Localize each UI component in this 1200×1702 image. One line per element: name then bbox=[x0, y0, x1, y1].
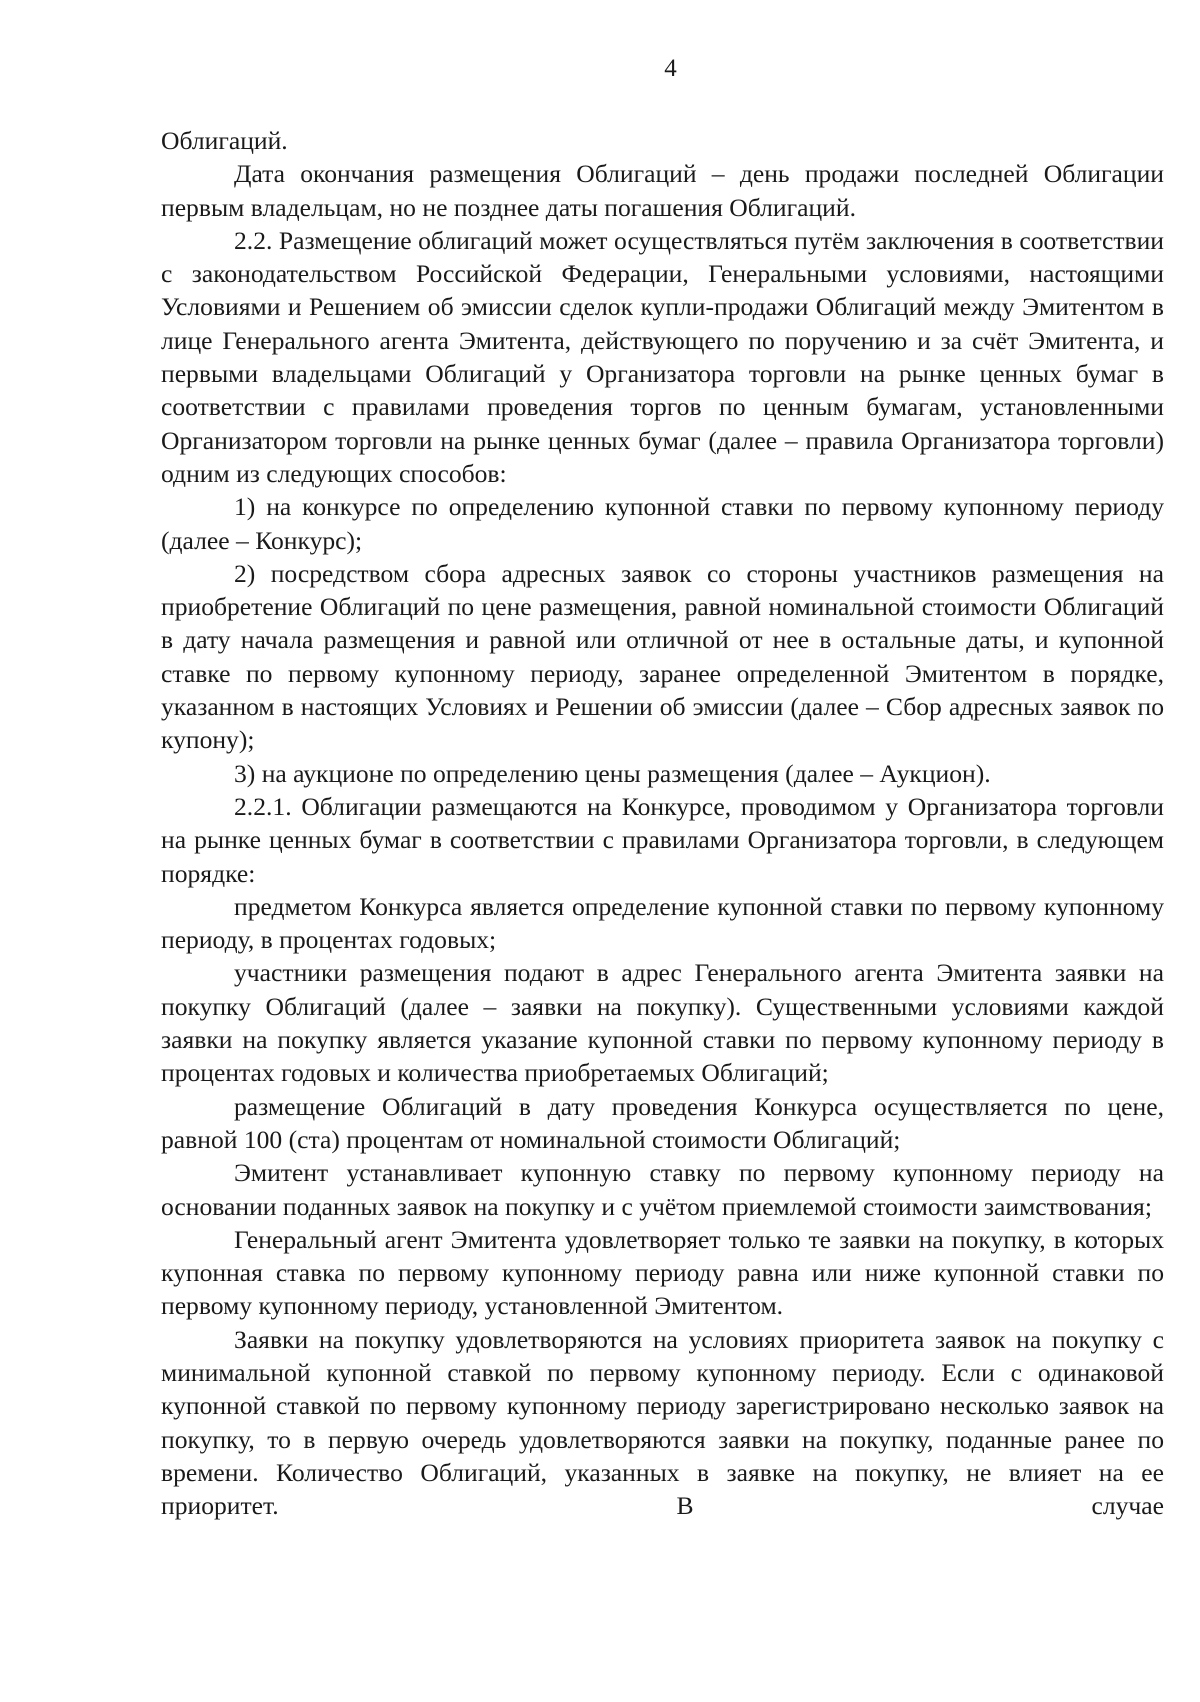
page-number: 4 bbox=[664, 55, 677, 82]
document-body bbox=[161, 124, 1164, 1522]
paragraph-contest-subject: предметом Конкурса является определение купонной ставки по первому купонному периоду, в процентах годовых; bbox=[161, 891, 1164, 955]
paragraph-issuer-sets-rate: Эмитент устанавливает купонную ставку по первому купонному периоду на основании поданных заявок на покупку и с учётом приемлемой стоимости заимствования; bbox=[161, 1158, 1164, 1221]
paragraph-section-2-2: 2.2. Размещение облигаций может осуществляться путём заключения в соответствии с законодательством Российской Федерации, Генеральными условиями, настоящими Условиями и Решением об эмиссии сделок купли-продажи Облигаций между Эмитентом в лице Генерального агента Эмитента, действующего по поручению и за счёт Эмитента, и первыми владельцами Облигаций у Организатора торговли на рынке ценных бумаг в соответствии с правилами проведения торгов по ценным бумагам, установленными Организатором торговли на рынке ценных бумаг (далее – правила Организатора торговли) одним из следующих способов: bbox=[161, 225, 1164, 488]
paragraph-placement-end-date: Дата окончания размещения Облигаций – день продажи последней Облигации первым владельцам, но не позднее даты погашения Облигаций. bbox=[161, 159, 1164, 222]
paragraph-placement-price: размещение Облигаций в дату проведения Конкурса осуществляется по цене, равной 100 (ста) процентам от номинальной стоимости Облигаций; bbox=[161, 1091, 1164, 1154]
paragraph-method-2: 2) посредством сбора адресных заявок со стороны участников размещения на приобретение Облигаций по цене размещения, равной номинальной стоимости Облигаций в дату начала размещения и равной или отличной от нее в остальные даты, и купонной ставке по первому купонному периоду, заранее определенной Эмитентом в порядке, указанном в настоящих Условиях и Решении об эмиссии (далее – Сбор адресных заявок по купону); bbox=[161, 558, 1164, 755]
paragraph-agent-satisfies: Генеральный агент Эмитента удовлетворяет только те заявки на покупку, в которых купонная ставка по первому купонному периоду равна или ниже купонной ставки по первому купонному периоду, установленной Эмитентом. bbox=[161, 1224, 1164, 1321]
paragraph-method-3: 3) на аукционе по определению цены размещения (далее – Аукцион). bbox=[234, 758, 991, 788]
paragraph-order-priority: Заявки на покупку удовлетворяются на условиях приоритета заявок на покупку с минимальной купонной ставкой по первому купонному периоду. Если с одинаковой купонной ставкой по первому купонному периоду зарегистрировано несколько заявок на покупку, то в первую очередь удовлетворяются заявки на покупку, поданные ранее по времени. Количество Облигаций, указанных в заявке на покупку, не влияет на ее приоритет. В случае bbox=[161, 1324, 1164, 1521]
paragraph-participants-orders: участники размещения подают в адрес Генерального агента Эмитента заявки на покупку Облигаций (далее – заявки на покупку). Существенными условиями каждой заявки на покупку является указание купонной ставки по первому купонному периоду в процентах годовых и количества приобретаемых Облигаций; bbox=[161, 958, 1164, 1088]
paragraph-continuation: Облигаций. bbox=[161, 126, 288, 155]
paragraph-method-1: 1) на конкурсе по определению купонной ставки по первому купонному периоду (далее – Конкурс); bbox=[161, 492, 1164, 555]
paragraph-section-2-2-1: 2.2.1. Облигации размещаются на Конкурсе, проводимом у Организатора торговли на рынке ценных бумаг в соответствии с правилами Организатора торговли, в следующем порядке: bbox=[161, 791, 1164, 888]
